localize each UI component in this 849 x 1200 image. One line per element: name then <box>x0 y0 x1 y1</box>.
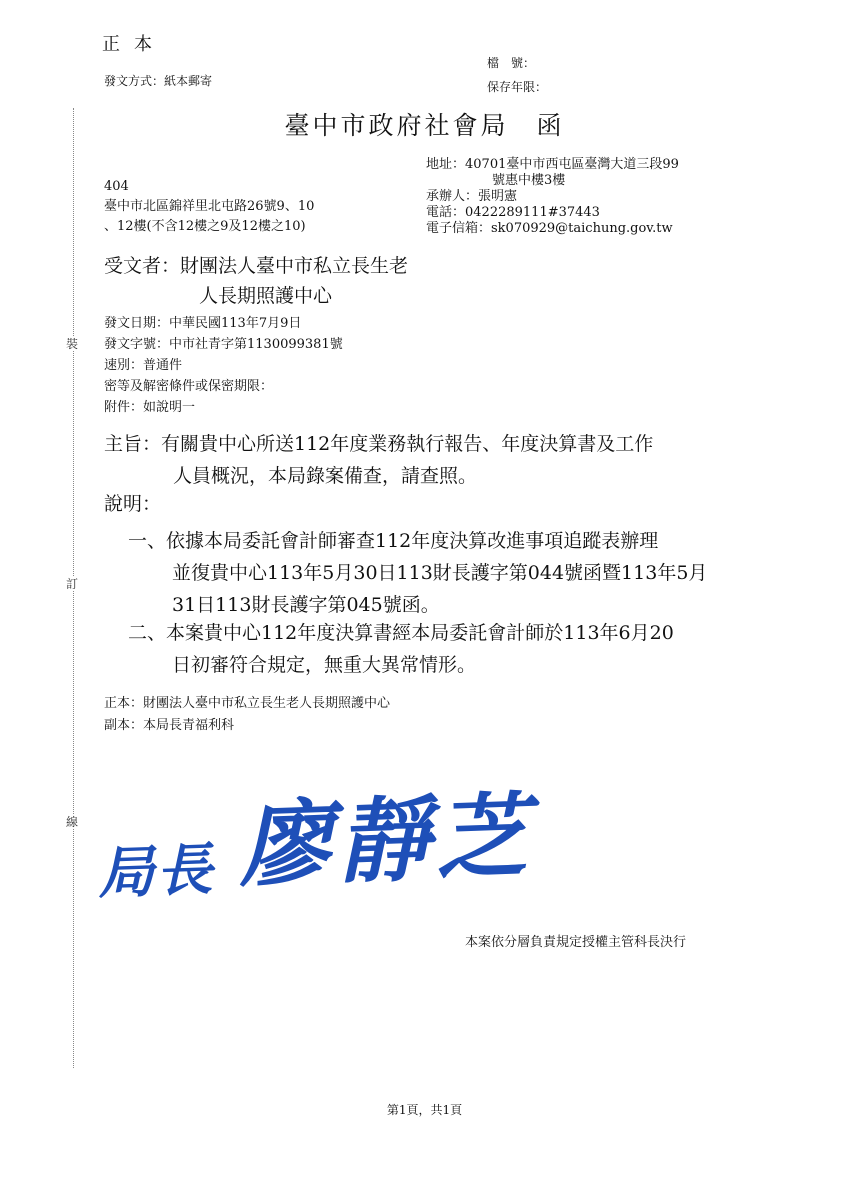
description-line: 31日113財長護字第045號函。 <box>172 594 440 616</box>
recipient-zip: 404 <box>104 179 129 194</box>
description-line: 一、依據本局委託會計師審查112年度決算改進事項追蹤表辦理 <box>128 530 659 552</box>
recipient-address-line: 臺中市北區錦祥里北屯路26號9、10 <box>104 199 315 214</box>
attachment: 附件：如說明一 <box>104 400 196 415</box>
signature <box>95 762 535 909</box>
document-meta <box>104 313 343 418</box>
authorization-note: 本案依分層負責規定授權主管科長決行 <box>465 935 687 950</box>
issue-date: 發文日期：中華民國113年7月9日 <box>104 316 302 331</box>
addressee-line: 人長期照護中心 <box>199 285 333 307</box>
description-line: 日初審符合規定，無重大異常情形。 <box>172 654 477 676</box>
sender-email: 電子信箱：sk070929@taichung.gov.tw <box>426 221 673 236</box>
recipient-address <box>104 177 314 237</box>
binding-mark-xian: 線 <box>66 815 79 829</box>
description-line: 二、本案貴中心112年度決算書經本局委託會計師於113年6月20 <box>128 622 674 644</box>
document-title: 臺中市政府社會局 函 <box>284 111 565 140</box>
sender-info <box>426 157 679 237</box>
page-footer: 第1頁，共1頁 <box>386 1103 463 1117</box>
copies-block <box>104 693 390 737</box>
subject-line: 主旨：有關貴中心所送112年度業務執行報告、年度決算書及工作 <box>104 433 654 455</box>
signature-title: 局長 <box>97 836 216 907</box>
copy-mark: 正本 <box>102 34 166 55</box>
subject <box>104 428 653 492</box>
recipient-address-line: 、12樓(不含12樓之9及12樓之10) <box>104 219 306 234</box>
description-item <box>128 617 674 681</box>
file-number-label: 檔 號： <box>487 56 536 70</box>
send-method: 發文方式：紙本郵寄 <box>104 74 213 88</box>
binding-mark-ding: 訂 <box>66 577 79 591</box>
sender-phone: 電話：0422289111#37443 <box>426 205 600 220</box>
file-number-block <box>487 51 547 99</box>
description-item <box>128 525 707 621</box>
retention-period-label: 保存年限： <box>487 80 548 94</box>
binding-mark-zhuang: 裝 <box>66 337 79 351</box>
secrecy-level: 密等及解密條件或保密期限： <box>104 379 274 394</box>
addressee <box>104 251 408 311</box>
sender-contact: 承辦人：張明憲 <box>426 189 518 204</box>
subject-line: 人員概況，本局錄案備查，請查照。 <box>173 465 478 487</box>
signature-name: 廖靜芝 <box>237 781 536 900</box>
sub-copy: 副本：本局長青福利科 <box>104 718 235 733</box>
description-line: 並復貴中心113年5月30日113財長護字第044號函暨113年5月 <box>172 562 708 584</box>
sender-address-cont: 號惠中樓3樓 <box>492 173 566 188</box>
delivery-speed: 速別：普通件 <box>104 358 183 373</box>
main-copy: 正本：財團法人臺中市私立長生老人長期照護中心 <box>104 696 391 711</box>
addressee-line: 受文者：財團法人臺中市私立長生老 <box>104 255 409 277</box>
sender-address: 地址：40701臺中市西屯區臺灣大道三段99 <box>426 157 679 172</box>
document-number: 發文字號：中市社青字第1130099381號 <box>104 337 343 352</box>
description-label: 說明： <box>104 493 162 515</box>
